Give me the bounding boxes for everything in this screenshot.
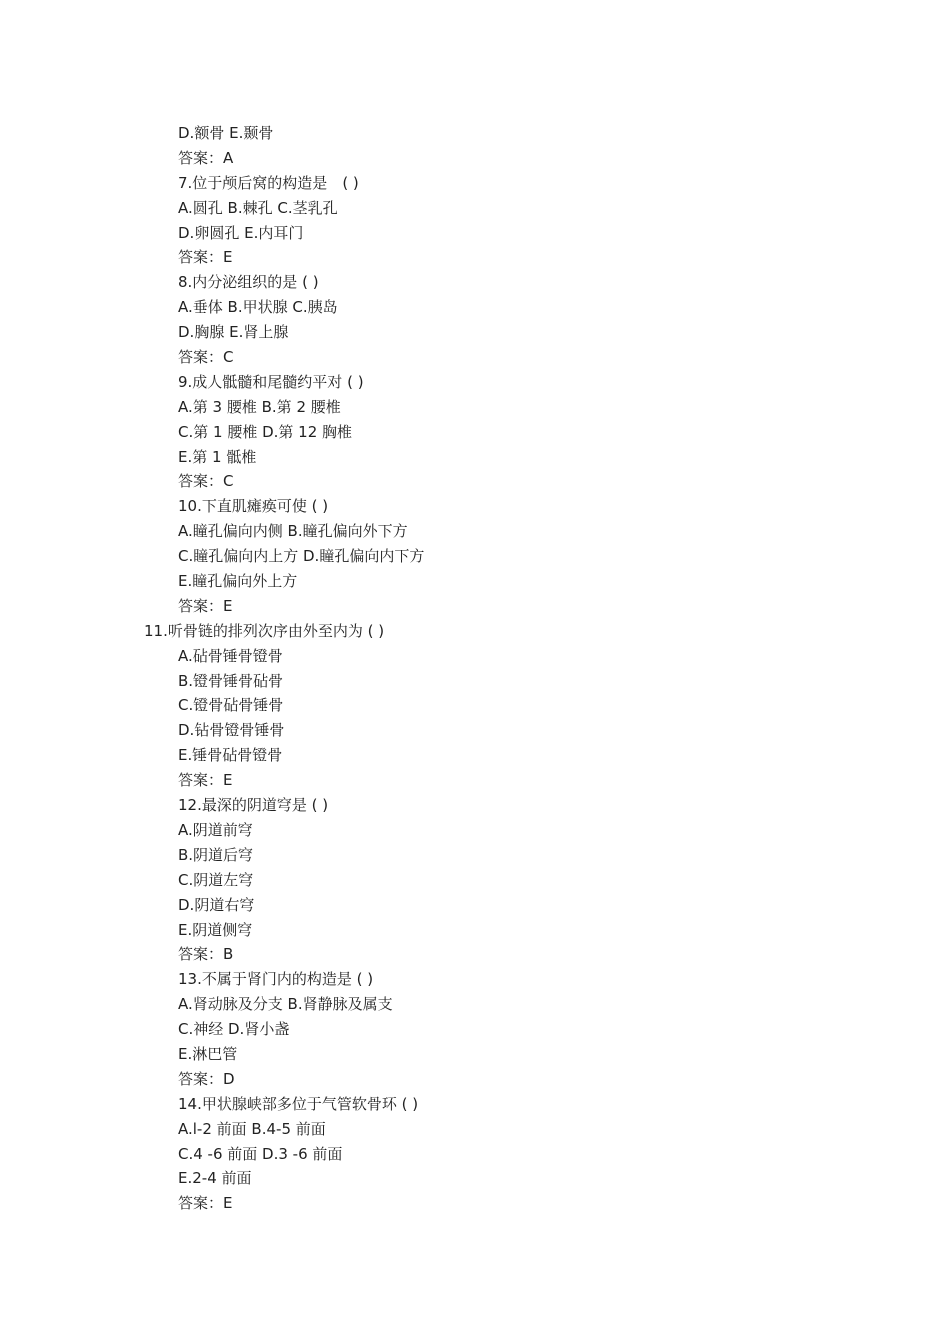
option-line: D.额骨 E.颞骨 xyxy=(178,124,274,142)
document-page xyxy=(0,121,950,1216)
option-line: C.瞳孔偏向内上方 D.瞳孔偏向内下方 xyxy=(178,547,425,566)
question-line: 11.听骨链的排列次序由外至内为 ( ) xyxy=(144,621,385,640)
option-line: D.卵圆孔 E.内耳门 xyxy=(178,223,304,242)
option-line: A.垂体 B.甲状腺 C.胰岛 xyxy=(178,298,338,317)
option-line: A.肾动脉及分支 B.肾静脉及属支 xyxy=(178,995,393,1014)
question-line: 12.最深的阴道穹是 ( ) xyxy=(178,796,329,815)
option-line: C.第 1 腰椎 D.第 12 胸椎 xyxy=(178,422,353,441)
option-line: A.圆孔 B.棘孔 C.茎乳孔 xyxy=(178,198,338,217)
option-line: C.镫骨砧骨锤骨 xyxy=(178,696,284,715)
answer-line: 答案：C xyxy=(178,472,234,491)
question-line: 14.甲状腺峡部多位于气管软骨环 ( ) xyxy=(178,1094,419,1113)
answer-line: 答案：E xyxy=(178,1194,233,1213)
option-line: C.神经 D.肾小盏 xyxy=(178,1020,290,1039)
option-line: B.镫骨锤骨砧骨 xyxy=(178,671,284,690)
option-line: A.砧骨锤骨镫骨 xyxy=(178,646,283,665)
option-line: E.第 1 骶椎 xyxy=(178,447,257,466)
option-line: E.阴道侧穹 xyxy=(178,920,253,939)
question-line: 10.下直肌瘫痪可使 ( ) xyxy=(178,497,329,516)
option-line: C.4 -6 前面 D.3 -6 前面 xyxy=(178,1144,343,1163)
option-line: E.2-4 前面 xyxy=(178,1169,252,1188)
option-line: C.阴道左穹 xyxy=(178,870,254,889)
option-line: A.l-2 前面 B.4-5 前面 xyxy=(178,1119,326,1138)
option-line: D.钻骨镫骨锤骨 xyxy=(178,721,285,740)
answer-line: 答案：D xyxy=(178,1069,235,1088)
option-line: A.瞳孔偏向内侧 B.瞳孔偏向外下方 xyxy=(178,522,408,541)
option-line: E.淋巴管 xyxy=(178,1044,238,1063)
question-line: 9.成人骶髓和尾髓约平对 ( ) xyxy=(178,372,364,391)
answer-line: 答案：C xyxy=(178,348,234,367)
answer-line: 答案：E xyxy=(178,248,233,267)
question-line: 8.内分泌组织的是 ( ) xyxy=(178,273,319,292)
answer-line: 答案：E xyxy=(178,596,233,615)
answer-line: 答案：A xyxy=(178,148,234,167)
question-line: 13.不属于肾门内的构造是 ( ) xyxy=(178,970,374,989)
option-line: D.胸腺 E.肾上腺 xyxy=(178,323,289,342)
question-line: 7.位于颅后窝的构造是 ( ) xyxy=(178,173,359,192)
option-line: D.阴道右穹 xyxy=(178,895,255,914)
option-line: E.锤骨砧骨镫骨 xyxy=(178,746,283,765)
option-line: E.瞳孔偏向外上方 xyxy=(178,572,298,591)
option-line: B.阴道后穹 xyxy=(178,845,254,864)
option-line: A.阴道前穹 xyxy=(178,820,253,839)
option-line: A.第 3 腰椎 B.第 2 腰椎 xyxy=(178,397,341,416)
answer-line: 答案：E xyxy=(178,771,233,790)
answer-line: 答案：B xyxy=(178,945,234,964)
